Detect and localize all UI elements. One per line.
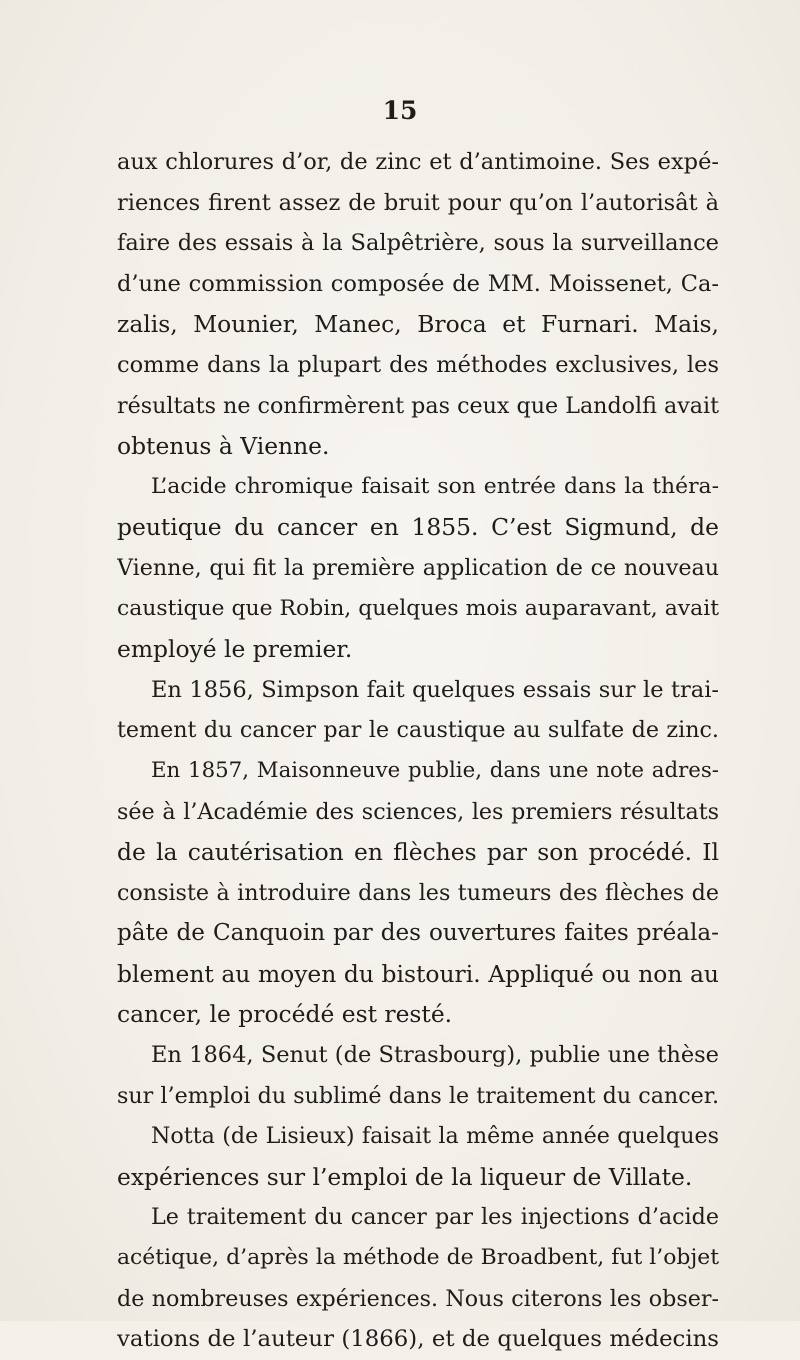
text-line: acétique, d’après la méthode de Broadbent, fut l’objet [117, 1245, 719, 1271]
text-line: obtenus à Vienne. [117, 432, 330, 461]
text-line: de nombreuses expériences. Nous citerons les obser- [117, 1285, 719, 1312]
text-line: peutique du cancer en 1855. C’est Sigmund, de [117, 513, 719, 542]
text-line: aux chlorures d’or, de zinc et d’antimoine. Ses expé- [117, 149, 719, 175]
paragraph-start-line: En 1857, Maisonneuve publie, dans une note adres- [151, 757, 719, 783]
page-number: 15 [382, 96, 418, 125]
text-line: d’une commission composée de MM. Moissenet, Ca- [117, 270, 719, 297]
text-line: riences firent assez de bruit pour qu’on l’autorisât à [117, 189, 719, 216]
text-line: de la cautérisation en flèches par son procédé. Il [117, 838, 719, 867]
text-line: blement au moyen du bistouri. Appliqué ou non au [117, 959, 719, 988]
text-line: pâte de Canquoin par des ouvertures faites préala- [117, 920, 719, 947]
text-line: sée à l’Académie des sciences, les premiers résultats [117, 798, 719, 825]
text-line: caustique que Robin, quelques mois auparavant, avait [117, 595, 719, 621]
text-line: sur l’emploi du sublimé dans le traitement du cancer. [117, 1082, 719, 1109]
text-line: zalis, Mounier, Manec, Broca et Furnari. Mais, [117, 310, 719, 339]
text-line: employé le premier. [117, 635, 353, 664]
text-line: Vienne, qui fit la première application de ce nouveau [117, 554, 719, 581]
paragraph-start-line: L’acide chromique faisait son entrée dans la théra- [151, 473, 719, 499]
text-line: vations de l’auteur (1866), et de quelques médecins [117, 1326, 719, 1353]
paragraph-start-line: Notta (de Lisieux) faisait la même année quelques [151, 1123, 719, 1150]
text-line: consiste à introduire dans les tumeurs des flèches de [117, 879, 719, 906]
paragraph-start-line: En 1856, Simpson fait quelques essais sur le trai- [151, 676, 719, 703]
text-line: tement du cancer par le caustique au sulfate de zinc. [117, 717, 719, 744]
text-line: comme dans la plupart des méthodes exclusives, les [117, 351, 719, 378]
body-text [117, 142, 719, 1360]
text-line: résultats ne confirmèrent pas ceux que Landolfi avait [117, 392, 719, 419]
text-line: faire des essais à la Salpêtrière, sous la surveillance [117, 230, 719, 257]
text-line: cancer, le procédé est resté. [117, 1000, 453, 1029]
paragraph-start-line: Le traitement du cancer par les injections d’acide [151, 1204, 719, 1231]
paragraph-start-line: En 1864, Senut (de Strasbourg), publie une thèse [151, 1042, 719, 1069]
text-line: expériences sur l’emploi de la liqueur de Villate. [117, 1162, 693, 1191]
